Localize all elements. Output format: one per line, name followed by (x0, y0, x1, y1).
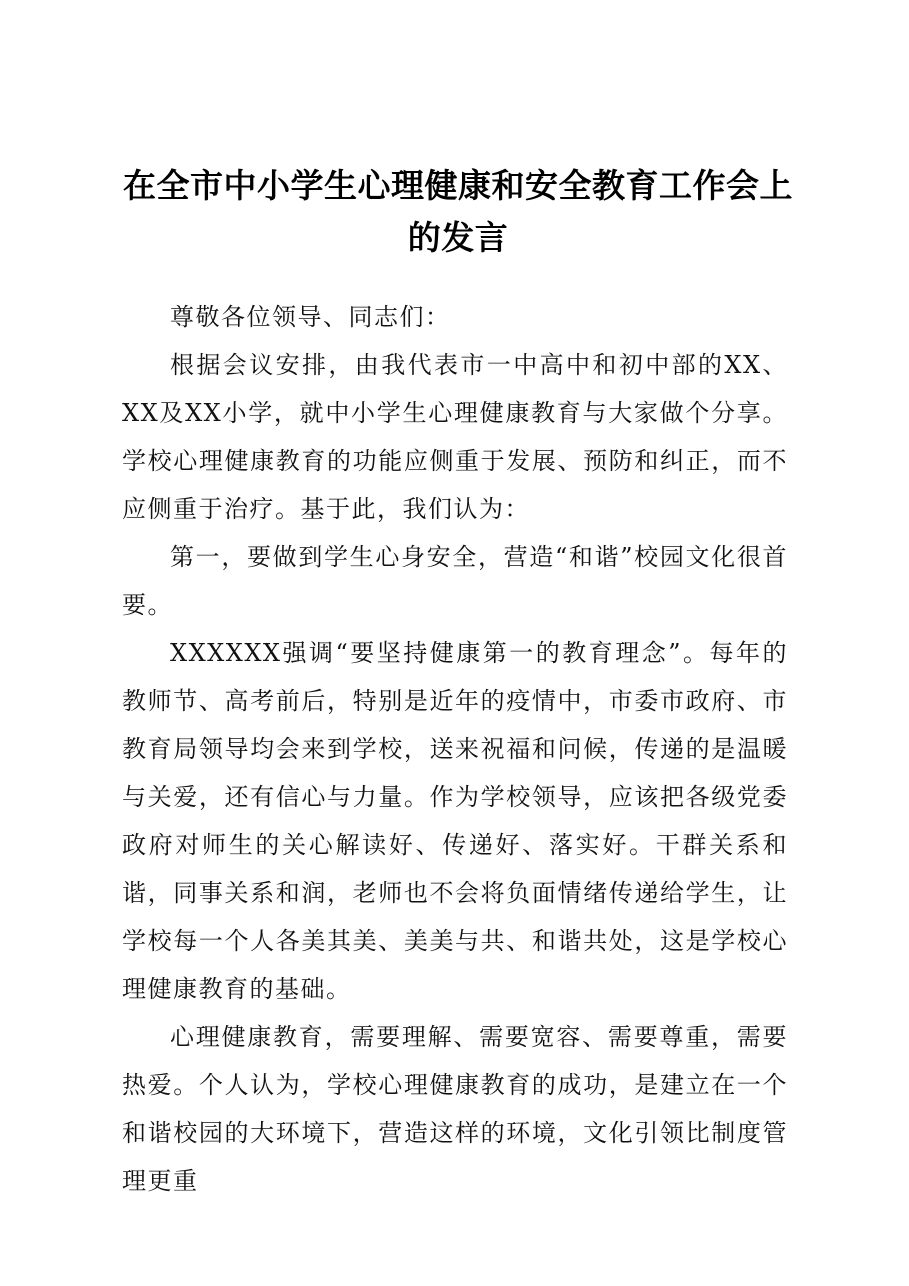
body-paragraph: 心理健康教育，需要理解、需要宽容、需要尊重，需要热爱。个人认为，学校心理健康教育的成功，是建立在一个和谐校园的大环境下，营造这样的环境，文化引领比制度管理更重 (122, 1023, 788, 1195)
intro-paragraph: 根据会议安排，由我代表市一中高中和初中部的XX、XX及XX小学，就中小学生心理健康教育与大家做个分享。学校心理健康教育的功能应侧重于发展、预防和纠正，而不应侧重于治疗。基于此，我们认为： (122, 351, 788, 523)
document-body (122, 293, 788, 1205)
document-title: 在全市中小学生心理健康和安全教育工作会上的发言 (123, 166, 793, 257)
body-paragraph: XXXXXX强调“要坚持健康第一的教育理念”。每年的教师节、高考前后，特别是近年的疫情中，市委市政府、市教育局领导均会来到学校，送来祝福和问候，传递的是温暖与关爱，还有信心与力量。作为学校领导，应该把各级党委政府对师生的关心解读好、传递好、落实好。干群关系和谐，同事关系和润，老师也不会将负面情绪传递给学生，让学校每一个人各美其美、美美与共、和谐共处，这是学校心理健康教育的基础。 (122, 639, 788, 1003)
salutation-paragraph: 尊敬各位领导、同志们： (170, 303, 451, 331)
point-one-heading: 第一，要做到学生心身安全，营造“和谐”校园文化很首要。 (122, 543, 788, 619)
